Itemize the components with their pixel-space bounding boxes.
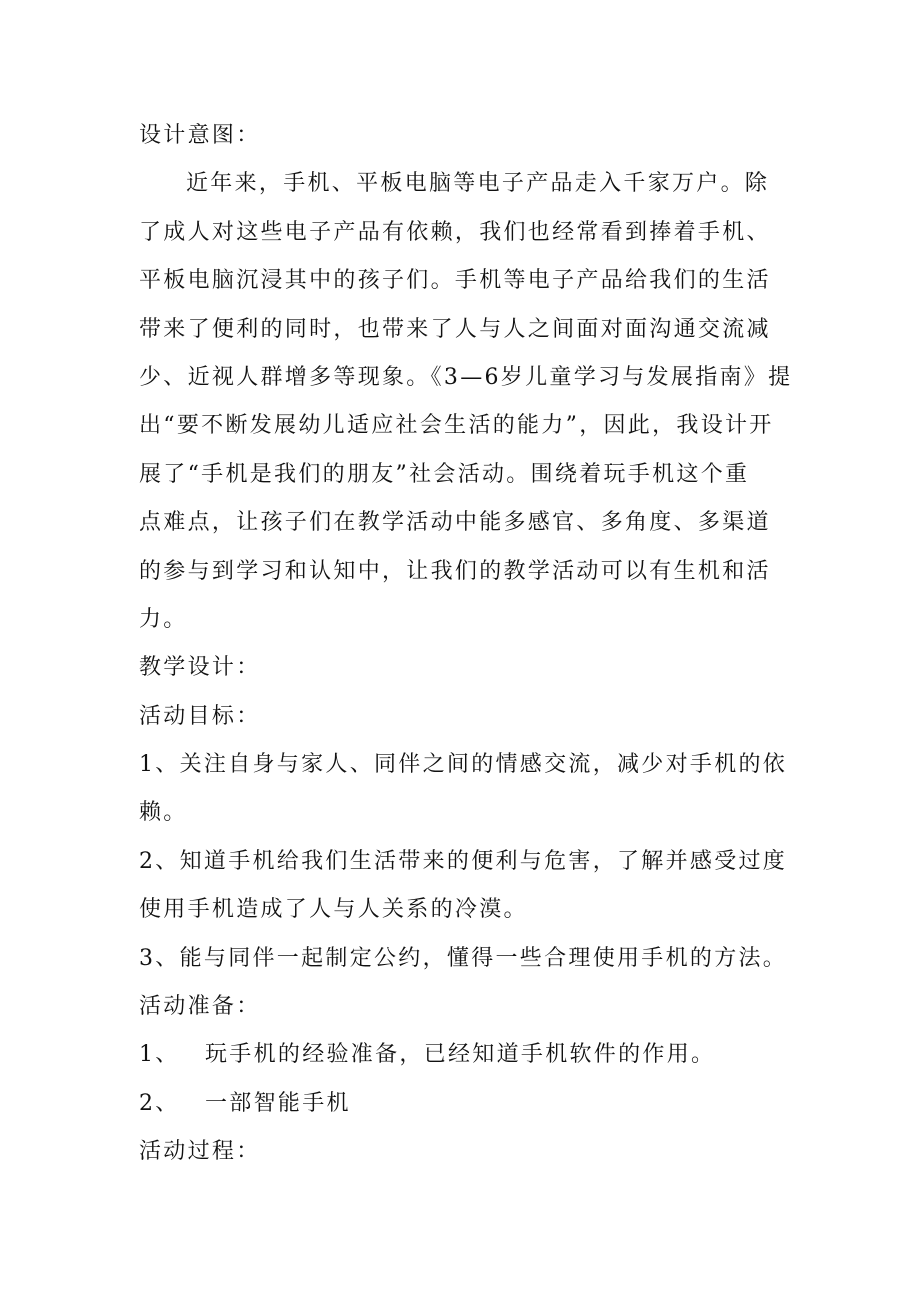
paragraph-line: 平板电脑沉浸其中的孩子们。手机等电子产品给我们的生活 — [139, 268, 771, 294]
goal-line: 赖。 — [139, 800, 188, 826]
section-heading-goals: 活动目标： — [139, 703, 261, 729]
prep-item-number: 1、 — [139, 1042, 180, 1068]
prep-item-text: 一部智能手机 — [205, 1090, 351, 1116]
intent-paragraph — [139, 160, 799, 644]
goal-line: 2、知道手机给我们生活带来的便利与危害，了解并感受过度 — [139, 848, 788, 874]
prep-item-text: 玩手机的经验准备，已经知道手机软件的作用。 — [205, 1042, 716, 1068]
goal-line: 3、能与同伴一起制定公约，懂得一些合理使用手机的方法。 — [139, 945, 788, 971]
paragraph-line: 少、近视人群增多等现象。《3—6岁儿童学习与发展指南》提 — [139, 364, 793, 390]
goal-line: 使用手机造成了人与人关系的冷漠。 — [139, 897, 528, 923]
goal-item-1 — [139, 741, 799, 838]
document-page — [139, 112, 799, 1177]
goal-item-3 — [139, 935, 799, 983]
paragraph-line: 出“要不断发展幼儿适应社会生活的能力”，因此，我设计开 — [139, 413, 774, 439]
paragraph-line: 展了“手机是我们的朋友”社会活动。围绕着玩手机这个重 — [139, 461, 750, 487]
prep-item-1 — [139, 1031, 799, 1079]
paragraph-line: 点难点，让孩子们在教学活动中能多感官、多角度、多渠道 — [139, 510, 771, 536]
paragraph-line: 的参与到学习和认知中，让我们的教学活动可以有生机和活 — [139, 558, 771, 584]
prep-item-number: 2、 — [139, 1090, 180, 1116]
section-heading-design-intent: 设计意图： — [139, 123, 261, 148]
paragraph-line: 力。 — [139, 606, 188, 632]
goal-item-2 — [139, 838, 799, 935]
section-heading-preparation: 活动准备： — [139, 994, 261, 1020]
prep-item-2 — [139, 1080, 799, 1128]
paragraph-line: 带来了便利的同时，也带来了人与人之间面对面沟通交流减 — [139, 316, 771, 342]
paragraph-line: 近年来，手机、平板电脑等电子产品走入千家万户。除 — [186, 171, 770, 197]
section-heading-teaching-design: 教学设计： — [139, 655, 261, 681]
goal-line: 1、关注自身与家人、同伴之间的情感交流，减少对手机的依 — [139, 752, 788, 778]
section-heading-process: 活动过程： — [139, 1139, 261, 1165]
paragraph-line: 了成人对这些电子产品有依赖，我们也经常看到捧着手机、 — [139, 219, 771, 245]
